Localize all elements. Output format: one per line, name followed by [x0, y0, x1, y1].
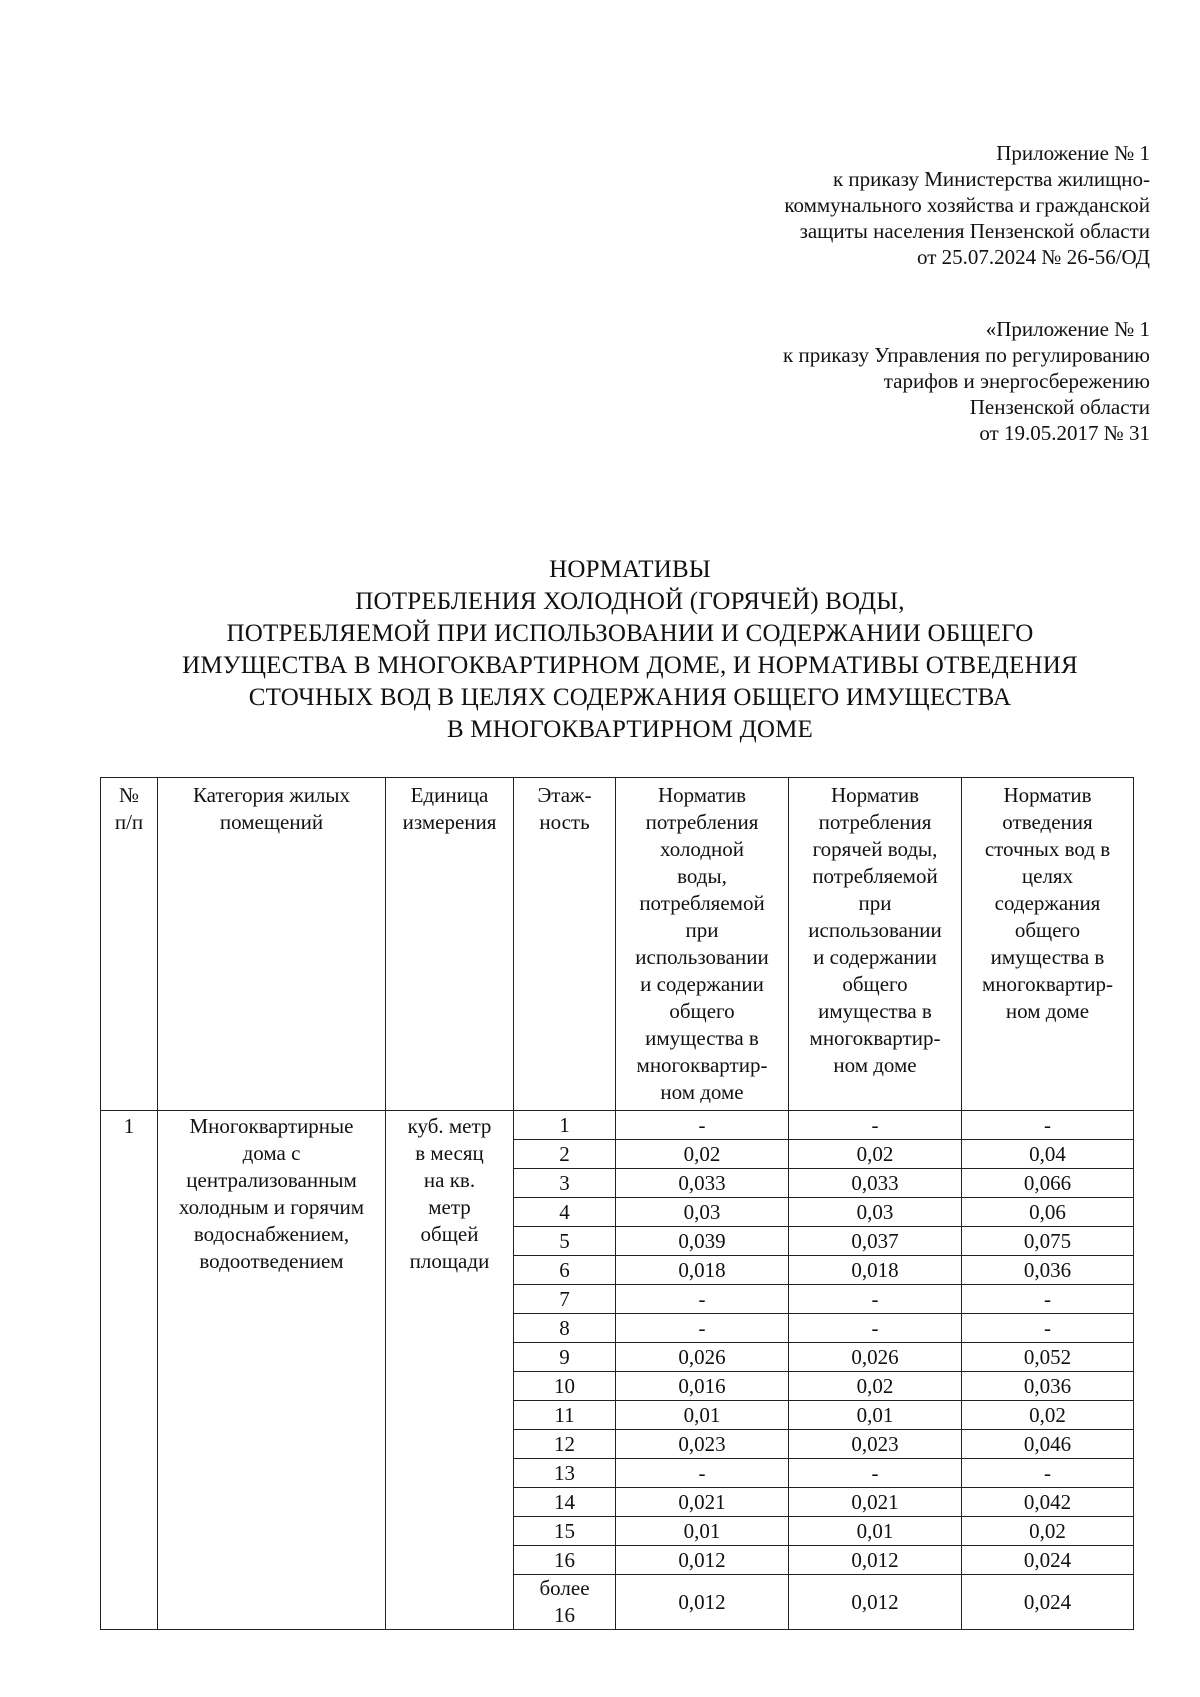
annex-line: Приложение № 1: [996, 141, 1150, 165]
unit-line: площади: [409, 1249, 490, 1273]
annex-line: «Приложение № 1: [985, 317, 1150, 341]
cold-water-value: -: [616, 1459, 789, 1488]
floors-cell: [514, 1430, 616, 1459]
header-line: общего: [1014, 918, 1081, 942]
header-line: сточных вод в: [984, 837, 1111, 861]
header-line: №: [118, 783, 140, 807]
category-line: дома с: [242, 1141, 301, 1165]
hot-water-value: 0,02: [789, 1140, 962, 1169]
header-line: измерения: [402, 810, 497, 834]
unit-line: на кв.: [423, 1168, 476, 1192]
cold-water-value: 0,016: [616, 1372, 789, 1401]
title-line: ПОТРЕБЛЕНИЯ ХОЛОДНОЙ (ГОРЯЧЕЙ) ВОДЫ,: [355, 588, 905, 615]
header-row-number: [101, 778, 158, 1111]
category-line: водоснабжением,: [193, 1222, 350, 1246]
header-line: использовании: [808, 918, 942, 942]
hot-water-value: -: [789, 1459, 962, 1488]
annex-line: к приказу Управления по регулированию: [783, 343, 1150, 367]
cold-water-value: 0,01: [616, 1517, 789, 1546]
cold-water-value: 0,01: [616, 1401, 789, 1430]
header-line: ном доме: [660, 1080, 744, 1104]
sewage-value: 0,036: [962, 1372, 1134, 1401]
sewage-value: 0,066: [962, 1169, 1134, 1198]
floors-cell: [514, 1285, 616, 1314]
hot-water-value: -: [789, 1285, 962, 1314]
header-line: холодной: [660, 837, 744, 861]
category-line: водоотведением: [199, 1249, 344, 1273]
floors-line: 3: [559, 1170, 570, 1195]
annex-reference-original: [450, 316, 1150, 446]
header-line: Норматив: [657, 783, 747, 807]
header-line: и содержании: [813, 945, 937, 969]
sewage-value: 0,02: [962, 1401, 1134, 1430]
title-line: НОРМАТИВЫ: [549, 556, 711, 583]
title-line: ПОТРЕБЛЯЕМОЙ ПРИ ИСПОЛЬЗОВАНИИ И СОДЕРЖАНИИ ОБЩЕГО: [226, 620, 1034, 647]
header-line: потребления: [818, 810, 932, 834]
floors-line: более: [539, 1576, 590, 1600]
header-line: ном доме: [833, 1053, 917, 1077]
document-title: [60, 554, 1200, 746]
floors-line: 5: [559, 1228, 570, 1253]
floors-cell: [514, 1459, 616, 1488]
floors-line: 16: [554, 1547, 575, 1572]
floors-line: 2: [559, 1141, 570, 1166]
hot-water-value: 0,02: [789, 1372, 962, 1401]
sewage-value: -: [962, 1111, 1134, 1140]
header-line: п/п: [114, 810, 144, 834]
header-line: отведения: [1002, 810, 1093, 834]
header-line: многоквартир-: [982, 972, 1113, 996]
unit-line: общей: [420, 1222, 479, 1246]
table-header-row: [101, 778, 1134, 1111]
category-cell: [158, 1111, 386, 1630]
table-row: [101, 1111, 1134, 1140]
header-line: при: [685, 918, 719, 942]
annex-line: от 19.05.2017 № 31: [979, 421, 1150, 445]
floors-line: 10: [554, 1373, 575, 1398]
header-line: имущества в: [818, 999, 932, 1023]
annex-line: к приказу Министерства жилищно-: [832, 167, 1150, 191]
annex-line: коммунального хозяйства и гражданской: [784, 193, 1150, 217]
cold-water-value: 0,021: [616, 1488, 789, 1517]
header-line: Норматив: [1003, 783, 1092, 807]
sewage-value: 0,02: [962, 1517, 1134, 1546]
header-line: имущества в: [645, 1026, 759, 1050]
floors-cell: [514, 1546, 616, 1575]
unit-line: метр: [428, 1195, 471, 1219]
sewage-value: 0,046: [962, 1430, 1134, 1459]
hot-water-value: 0,012: [789, 1546, 962, 1575]
category-line: Многоквартирные: [189, 1114, 354, 1138]
floors-cell: [514, 1517, 616, 1546]
hot-water-value: 0,01: [789, 1517, 962, 1546]
category-line: холодным и горячим: [178, 1195, 365, 1219]
header-line: ном доме: [1005, 999, 1090, 1023]
header-line: потребляемой: [812, 864, 938, 888]
sewage-value: -: [962, 1285, 1134, 1314]
category-line: централизованным: [186, 1168, 357, 1192]
hot-water-value: 0,023: [789, 1430, 962, 1459]
unit-cell: [386, 1111, 514, 1630]
header-line: воды,: [677, 864, 727, 888]
sewage-value: 0,042: [962, 1488, 1134, 1517]
floors-cell: [514, 1401, 616, 1430]
header-line: Категория жилых: [192, 783, 351, 807]
header-line: и содержании: [640, 972, 764, 996]
annex-line: защиты населения Пензенской области: [799, 219, 1150, 243]
annex-reference-current: [450, 140, 1150, 270]
cold-water-value: 0,03: [616, 1198, 789, 1227]
sewage-value: -: [962, 1459, 1134, 1488]
hot-water-value: -: [789, 1111, 962, 1140]
sewage-value: 0,052: [962, 1343, 1134, 1372]
sewage-value: 0,024: [962, 1575, 1134, 1630]
header-line: общего: [669, 999, 735, 1023]
header-line: потребляемой: [639, 891, 765, 915]
header-line: многоквартир-: [636, 1053, 768, 1077]
header-line: Единица: [410, 783, 489, 807]
unit-line: в месяц: [415, 1141, 484, 1165]
hot-water-value: 0,018: [789, 1256, 962, 1285]
hot-water-value: 0,01: [789, 1401, 962, 1430]
floors-cell: [514, 1343, 616, 1372]
cold-water-value: 0,012: [616, 1575, 789, 1630]
sewage-value: 0,075: [962, 1227, 1134, 1256]
floors-line: 13: [554, 1460, 575, 1485]
floors-line: 11: [554, 1402, 575, 1427]
header-line: общего: [842, 972, 908, 996]
header-line: потребления: [645, 810, 759, 834]
header-hot-water-norm: [789, 778, 962, 1111]
row-number-cell: 1: [101, 1111, 158, 1630]
floors-cell: [514, 1488, 616, 1517]
floors-cell: [514, 1169, 616, 1198]
title-line: ИМУЩЕСТВА В МНОГОКВАРТИРНОМ ДОМЕ, И НОРМАТИВЫ ОТВЕДЕНИЯ: [182, 652, 1078, 679]
title-line: В МНОГОКВАРТИРНОМ ДОМЕ: [446, 716, 813, 743]
header-line: помещений: [219, 810, 324, 834]
header-unit: [386, 778, 514, 1111]
cold-water-value: 0,026: [616, 1343, 789, 1372]
cold-water-value: 0,012: [616, 1546, 789, 1575]
floors-line: 16: [554, 1603, 575, 1627]
header-line: многоквартир-: [809, 1026, 941, 1050]
annex-line: тарифов и энергосбережению: [883, 369, 1150, 393]
hot-water-value: 0,026: [789, 1343, 962, 1372]
header-line: горячей воды,: [812, 837, 938, 861]
floors-cell: [514, 1198, 616, 1227]
floors-line: 1: [559, 1112, 570, 1137]
cold-water-value: 0,018: [616, 1256, 789, 1285]
floors-cell: [514, 1314, 616, 1343]
floors-cell: [514, 1111, 616, 1140]
header-line: Норматив: [830, 783, 920, 807]
floors-line: 9: [559, 1344, 570, 1369]
header-line: содержания: [994, 891, 1101, 915]
norms-table: [100, 777, 1134, 1630]
sewage-value: -: [962, 1314, 1134, 1343]
cold-water-value: 0,02: [616, 1140, 789, 1169]
header-cold-water-norm: [616, 778, 789, 1111]
header-line: имущества в: [990, 945, 1105, 969]
floors-line: 4: [559, 1199, 570, 1224]
header-floors: [514, 778, 616, 1111]
hot-water-value: 0,033: [789, 1169, 962, 1198]
title-line: СТОЧНЫХ ВОД В ЦЕЛЯХ СОДЕРЖАНИЯ ОБЩЕГО ИМУЩЕСТВА: [248, 684, 1012, 711]
floors-line: 6: [559, 1257, 570, 1282]
header-line: целях: [1021, 864, 1074, 888]
header-category: [158, 778, 386, 1111]
header-line: использовании: [635, 945, 769, 969]
hot-water-value: -: [789, 1314, 962, 1343]
floors-line: 14: [554, 1489, 575, 1514]
floors-line: 7: [559, 1286, 570, 1311]
cold-water-value: -: [616, 1285, 789, 1314]
floors-cell: [514, 1575, 616, 1630]
sewage-value: 0,04: [962, 1140, 1134, 1169]
floors-line: 8: [559, 1315, 570, 1340]
header-line: ность: [539, 810, 590, 834]
hot-water-value: 0,012: [789, 1575, 962, 1630]
hot-water-value: 0,021: [789, 1488, 962, 1517]
table-body: [101, 1111, 1134, 1630]
header-line: при: [858, 891, 892, 915]
cold-water-value: -: [616, 1111, 789, 1140]
floors-cell: [514, 1256, 616, 1285]
floors-cell: [514, 1372, 616, 1401]
floors-cell: [514, 1140, 616, 1169]
floors-line: 15: [554, 1518, 575, 1543]
sewage-value: 0,06: [962, 1198, 1134, 1227]
annex-line: от 25.07.2024 № 26-56/ОД: [917, 245, 1150, 269]
hot-water-value: 0,037: [789, 1227, 962, 1256]
annex-line: Пензенской области: [969, 395, 1150, 419]
cold-water-value: -: [616, 1314, 789, 1343]
cold-water-value: 0,023: [616, 1430, 789, 1459]
floors-cell: [514, 1227, 616, 1256]
header-line: Этаж-: [537, 783, 592, 807]
cold-water-value: 0,039: [616, 1227, 789, 1256]
sewage-value: 0,036: [962, 1256, 1134, 1285]
header-sewage-norm: [962, 778, 1134, 1111]
cold-water-value: 0,033: [616, 1169, 789, 1198]
hot-water-value: 0,03: [789, 1198, 962, 1227]
unit-line: куб. метр: [407, 1114, 492, 1138]
floors-line: 12: [554, 1431, 575, 1456]
sewage-value: 0,024: [962, 1546, 1134, 1575]
